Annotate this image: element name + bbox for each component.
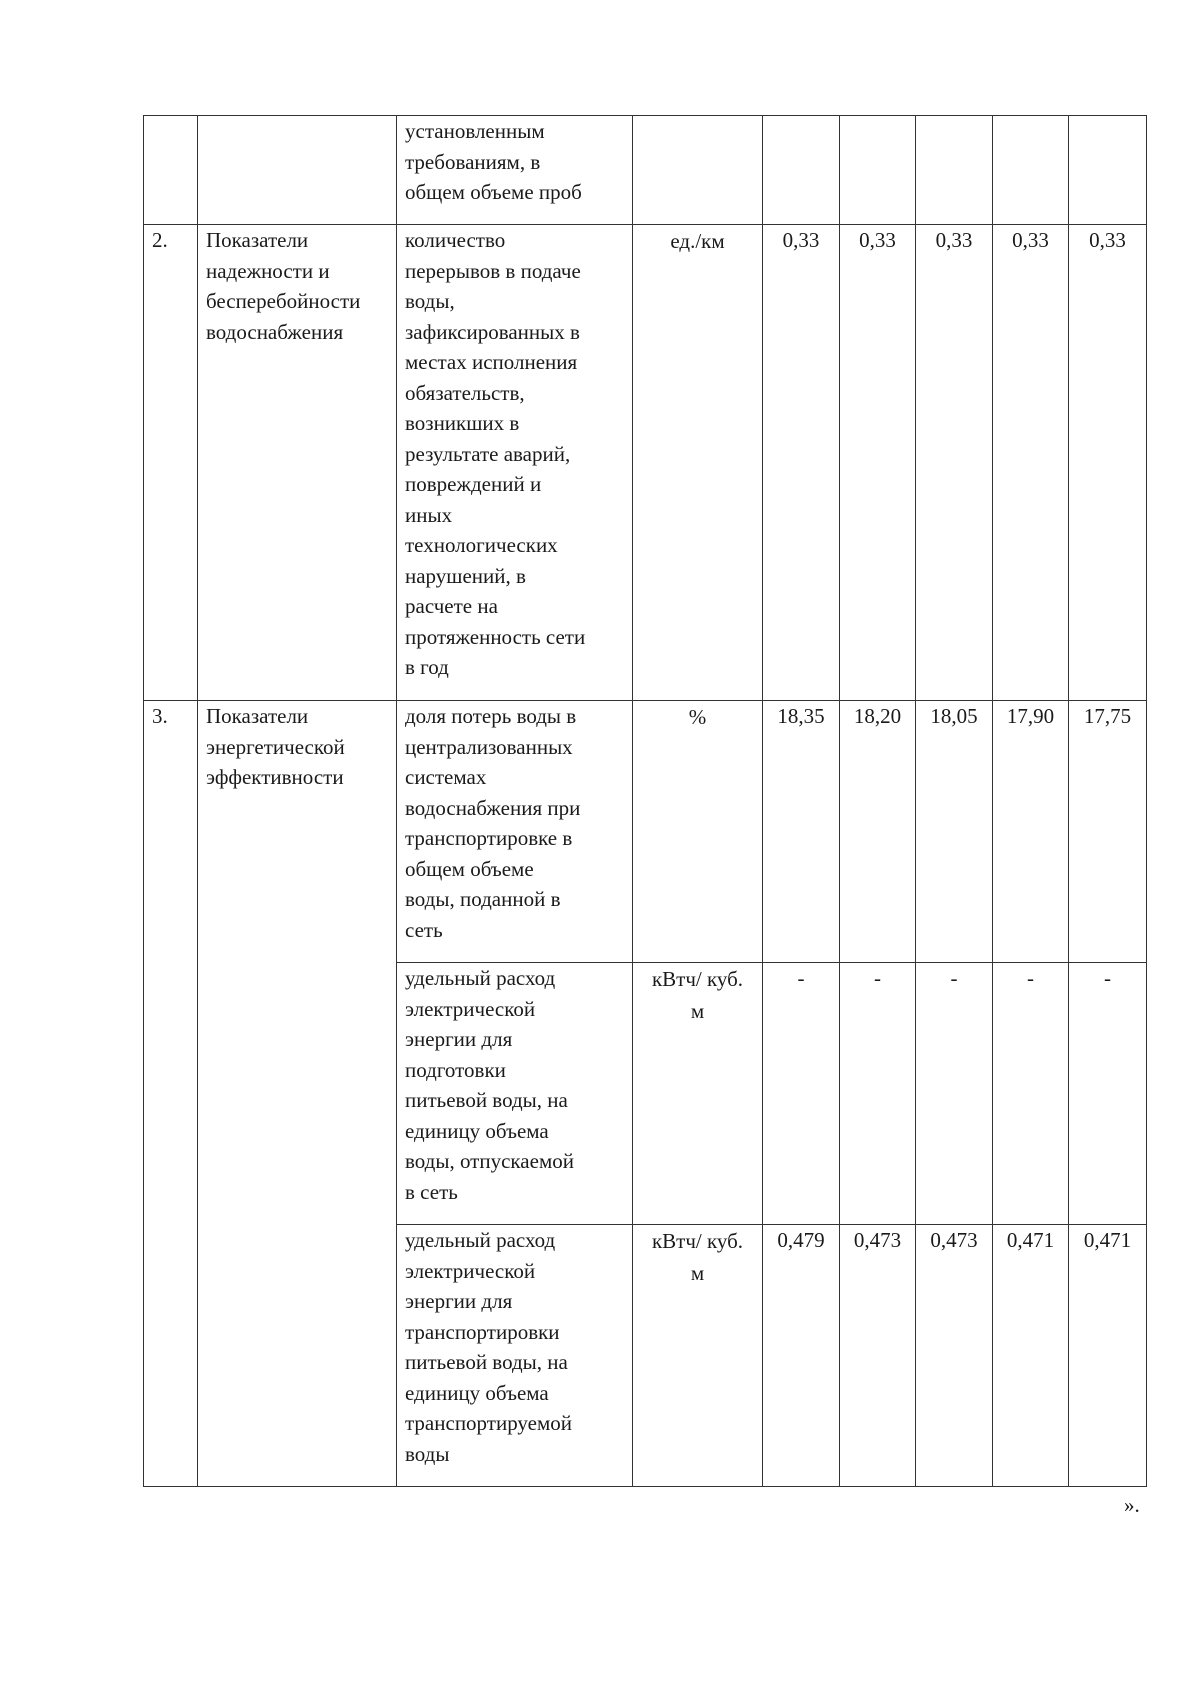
value-cell: 17,75 [1069, 701, 1147, 963]
indicator-description-cell: удельный расход электрической энергии для подготовки питьевой воды, на единицу объема воды, отпускаемой в сеть [397, 963, 633, 1225]
table-row [144, 116, 1147, 225]
value-cell: 17,90 [993, 701, 1069, 963]
value-cell: 0,33 [763, 225, 840, 701]
value-cell: 0,33 [916, 225, 993, 701]
unit-cell: кВтч/ куб. м [633, 1225, 763, 1487]
value-cell: 18,05 [916, 701, 993, 963]
value-cell: - [993, 963, 1069, 1225]
value-cell: 0,471 [993, 1225, 1069, 1487]
value-cell [840, 116, 916, 225]
value-cell: 0,33 [840, 225, 916, 701]
table-row [144, 225, 1147, 701]
value-cell [763, 116, 840, 225]
value-cell: 0,473 [916, 1225, 993, 1487]
value-cell: 0,471 [1069, 1225, 1147, 1487]
value-cell: 0,33 [993, 225, 1069, 701]
row-number-cell [144, 116, 198, 225]
row-number-cell: 3. [144, 701, 198, 1487]
indicator-description-cell: удельный расход электрической энергии для транспортировки питьевой воды, на единицу объема транспортируемой воды [397, 1225, 633, 1487]
value-cell: 0,479 [763, 1225, 840, 1487]
value-cell: 0,33 [1069, 225, 1147, 701]
value-cell [1069, 116, 1147, 225]
closing-quote-mark: ». [1124, 1493, 1140, 1517]
value-cell: 18,20 [840, 701, 916, 963]
indicator-description-cell: установленным требованиям, в общем объеме проб [397, 116, 633, 225]
value-cell: - [840, 963, 916, 1225]
value-cell: 18,35 [763, 701, 840, 963]
unit-cell: кВтч/ куб. м [633, 963, 763, 1225]
unit-cell: ед./км [633, 225, 763, 701]
value-cell: - [1069, 963, 1147, 1225]
indicators-table [143, 115, 1147, 1487]
value-cell: - [916, 963, 993, 1225]
indicator-category-cell [198, 116, 397, 225]
value-cell: - [763, 963, 840, 1225]
unit-cell: % [633, 701, 763, 963]
value-cell [993, 116, 1069, 225]
value-cell: 0,473 [840, 1225, 916, 1487]
table-row [144, 701, 1147, 963]
indicator-category-cell: Показатели энергетической эффективности [198, 701, 397, 1487]
indicator-description-cell: количество перерывов в подаче воды, зафиксированных в местах исполнения обязательств, возникших в результате аварий, повреждений и иных технологических нарушений, в расчете на протяженность сети в год [397, 225, 633, 701]
unit-cell [633, 116, 763, 225]
indicator-description-cell: доля потерь воды в централизованных системах водоснабжения при транспортировке в общем объеме воды, поданной в сеть [397, 701, 633, 963]
indicator-category-cell: Показатели надежности и бесперебойности водоснабжения [198, 225, 397, 701]
value-cell [916, 116, 993, 225]
row-number-cell: 2. [144, 225, 198, 701]
